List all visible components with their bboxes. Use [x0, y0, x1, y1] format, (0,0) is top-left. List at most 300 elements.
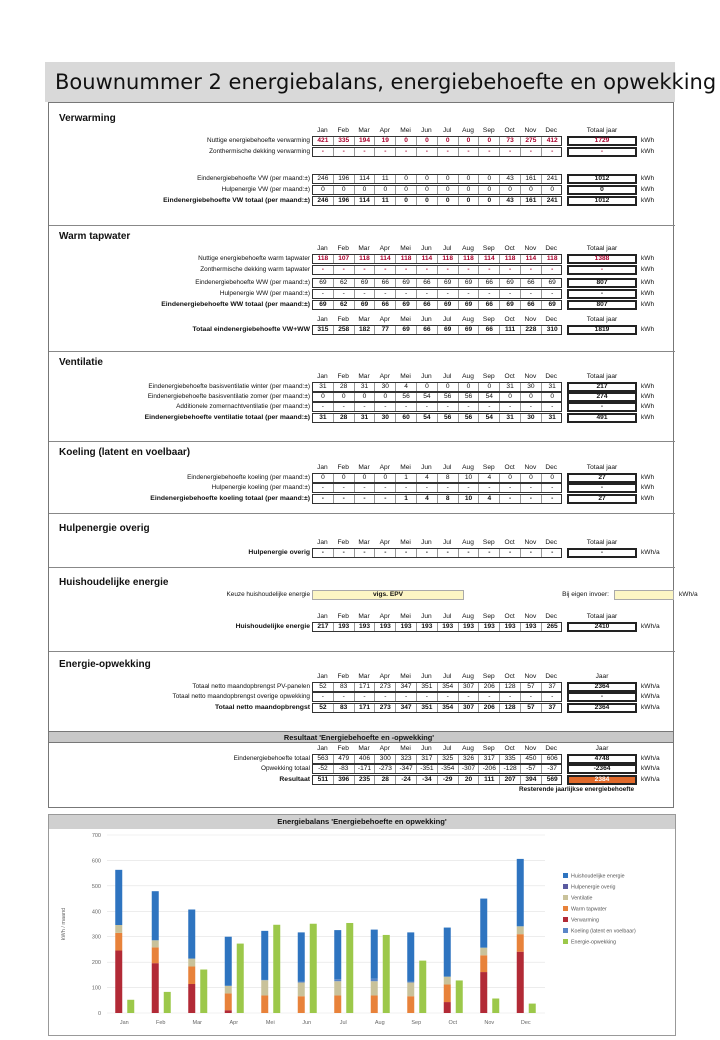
month-label: Sep: [482, 373, 495, 380]
row-unit: kWh: [641, 137, 655, 144]
month-value: 335: [334, 137, 355, 145]
legend-swatch: [563, 928, 568, 933]
month-value: 335: [500, 755, 521, 763]
row-label: Eindenergiebehoefte WW (per maand:±): [195, 279, 310, 286]
month-value: -: [355, 403, 376, 411]
section-divider: [49, 567, 675, 568]
row-label: Zonthermische dekking verwarming: [209, 148, 310, 155]
month-value: 111: [500, 326, 521, 334]
month-label: Sep: [482, 245, 495, 252]
month-value: 606: [546, 755, 558, 762]
section-hulpenergie: [59, 523, 669, 563]
month-label: Mei: [400, 613, 411, 620]
month-value: -57: [521, 765, 542, 773]
row-unit: kWh: [641, 326, 655, 333]
month-value: 0: [438, 383, 459, 391]
month-value: 326: [459, 755, 480, 763]
month-value: -: [459, 290, 480, 298]
bar-warm-tapwater: [517, 934, 524, 952]
month-label: Aug: [462, 745, 474, 752]
y-tick-label: 100: [91, 985, 101, 992]
month-value: 31: [548, 383, 556, 390]
month-label: Jun: [421, 127, 432, 134]
own-input-field[interactable]: [614, 590, 674, 600]
month-label: Mei: [400, 745, 411, 752]
month-value: 69: [396, 279, 417, 287]
month-label: Feb: [337, 464, 349, 471]
month-value: 10: [459, 474, 480, 482]
month-value: 0: [550, 393, 555, 400]
month-value: -: [396, 290, 417, 298]
month-label: Nov: [524, 316, 537, 323]
month-value: -: [521, 403, 542, 411]
month-value: 246: [313, 197, 334, 205]
y-axis-label: kWh / maand: [61, 907, 67, 941]
month-label: Aug: [462, 245, 474, 252]
month-cells: [312, 473, 562, 483]
month-value: -354: [438, 765, 459, 773]
bar-energie-opwekking: [419, 961, 426, 1013]
month-value: -: [375, 403, 396, 411]
row-total: 807: [567, 278, 637, 288]
bar-ventilatie: [188, 959, 195, 967]
month-value: 69: [313, 279, 334, 287]
month-value: 66: [521, 279, 542, 287]
month-value: 128: [500, 683, 521, 691]
month-value: 54: [417, 393, 438, 401]
month-value: 273: [375, 683, 396, 691]
month-label: Dec: [545, 373, 558, 380]
month-value: 0: [375, 393, 396, 401]
month-value: -347: [396, 765, 417, 773]
row-unit: kWh: [641, 383, 655, 390]
row-unit: kWh/a: [641, 755, 660, 762]
month-value: -: [355, 495, 376, 503]
month-value: -: [500, 484, 521, 492]
row-unit: kWh/a: [641, 776, 660, 783]
month-value: 118: [500, 255, 521, 263]
row-total: 4748: [567, 754, 637, 764]
row-unit: kWh: [641, 175, 655, 182]
month-label: Feb: [337, 613, 349, 620]
month-value: 118: [546, 255, 558, 262]
month-value: 0: [417, 197, 438, 205]
month-value: 193: [521, 623, 542, 631]
bar-warm-tapwater: [334, 995, 341, 1013]
month-value: 0: [313, 186, 334, 194]
legend-entry: Energie-opwekking: [571, 939, 617, 946]
month-value: 114: [375, 255, 396, 263]
month-value: 4: [479, 474, 500, 482]
month-value: -: [375, 495, 396, 503]
row-unit: kWh: [641, 403, 655, 410]
month-value: -: [438, 266, 459, 274]
month-label: Dec: [545, 673, 558, 680]
month-label: Jul: [442, 245, 452, 252]
month-value: -171: [355, 765, 376, 773]
month-label: Jan: [317, 373, 328, 380]
energy-balance-chart: [48, 814, 676, 1036]
month-value: -: [500, 403, 521, 411]
legend-swatch: [563, 873, 568, 878]
month-value: 206: [479, 704, 500, 712]
month-value: -: [313, 266, 334, 274]
row-label: Totaal eindenergiebehoefte VW+WW: [192, 326, 310, 333]
total-header: Totaal jaar: [586, 613, 618, 620]
bar-huishoudelijke-energie: [261, 931, 268, 980]
month-value: 31: [500, 383, 521, 391]
month-value: -: [417, 484, 438, 492]
row-unit: kWh: [641, 186, 655, 193]
month-value: -: [500, 148, 521, 156]
bar-ventilatie: [225, 986, 232, 994]
month-label: Dec: [545, 464, 558, 471]
x-tick-label: Jul: [339, 1020, 347, 1026]
row-total: -: [567, 692, 637, 702]
month-label: Nov: [524, 464, 537, 471]
month-value: -: [479, 290, 500, 298]
month-value: 0: [355, 474, 376, 482]
month-value: -: [417, 549, 438, 557]
month-header: [312, 463, 652, 473]
month-value: 31: [313, 414, 334, 422]
month-cells: [312, 174, 562, 184]
section-opwekking: [59, 659, 669, 721]
month-value: 114: [417, 255, 438, 263]
month-value: 66: [417, 279, 438, 287]
month-value: -307: [459, 765, 480, 773]
month-value: -: [551, 290, 554, 297]
month-value: 193: [355, 623, 376, 631]
month-value: -: [313, 549, 334, 557]
month-value: 310: [546, 326, 558, 333]
month-value: -: [396, 549, 417, 557]
month-label: Apr: [379, 673, 390, 680]
month-label: Jul: [442, 373, 452, 380]
month-value: -: [521, 495, 542, 503]
month-label: Oct: [504, 539, 515, 546]
month-value: 207: [500, 776, 521, 784]
month-value: 62: [334, 279, 355, 287]
month-value: 0: [438, 197, 459, 205]
row-zonthermisch-tapwater: [59, 265, 669, 275]
section-title: Verwarming: [59, 113, 116, 124]
bar-warm-tapwater: [298, 996, 305, 1013]
month-cells: [312, 483, 562, 493]
month-value: 354: [438, 683, 459, 691]
bar-huishoudelijke-energie: [334, 930, 341, 979]
month-label: Nov: [524, 745, 537, 752]
month-value: 31: [355, 383, 376, 391]
month-value: -: [521, 148, 542, 156]
row-label: Eindenergiebehoefte basisventilatie zomer (per maand:±): [147, 393, 310, 400]
row-pv-panelen: [59, 682, 669, 692]
month-label: Dec: [545, 316, 558, 323]
month-label: Dec: [545, 245, 558, 252]
month-value: -: [334, 693, 355, 701]
row-label: Totaal netto maandopbrengst: [214, 704, 310, 711]
month-value: -: [521, 693, 542, 701]
row-total: 491: [567, 413, 637, 423]
month-value: 118: [396, 255, 417, 263]
month-value: 77: [375, 326, 396, 334]
month-value: 69: [459, 301, 480, 309]
bar-koeling-latent-en-voelbaar-: [407, 981, 414, 982]
month-value: 0: [521, 393, 542, 401]
month-value: 0: [375, 186, 396, 194]
month-value: 4: [396, 383, 417, 391]
month-value: 563: [313, 755, 334, 763]
row-unit: kWh: [641, 255, 655, 262]
month-value: 54: [479, 393, 500, 401]
month-value: 421: [313, 137, 334, 145]
row-total: 1819: [567, 325, 637, 335]
month-value: -: [355, 266, 376, 274]
bar-warm-tapwater: [480, 955, 487, 972]
row-label: Resultaat: [279, 776, 310, 783]
remaining-label: Resterende jaarlijkse energiebehoefte: [519, 786, 635, 793]
x-tick-label: Apr: [229, 1020, 239, 1026]
month-value: -: [459, 693, 480, 701]
row-label: Eindenergiebehoefte totaal: [233, 755, 310, 762]
month-value: -: [521, 549, 542, 557]
month-value: 0: [417, 186, 438, 194]
month-label: Sep: [482, 464, 495, 471]
month-value: -: [375, 484, 396, 492]
month-label: Mar: [358, 745, 370, 752]
month-label: Jan: [317, 127, 328, 134]
month-value: 54: [417, 414, 438, 422]
row-total: 1012: [567, 196, 637, 206]
month-value: -206: [479, 765, 500, 773]
month-label: Nov: [524, 613, 537, 620]
month-value: 275: [521, 137, 542, 145]
month-value: -: [396, 484, 417, 492]
month-value: 8: [438, 474, 459, 482]
month-value: 69: [459, 279, 480, 287]
month-value: 66: [521, 301, 542, 309]
month-value: 0: [417, 137, 438, 145]
month-value: 317: [417, 755, 438, 763]
section-title: Energie-opwekking: [59, 659, 151, 670]
month-value: 161: [521, 197, 542, 205]
month-label: Feb: [337, 127, 349, 134]
month-value: -: [313, 290, 334, 298]
huishoudelijk-choice-select[interactable]: vigs. EPV: [312, 590, 464, 600]
month-cells: [312, 382, 562, 392]
month-value: 0: [438, 175, 459, 183]
bar-huishoudelijke-energie: [152, 891, 159, 940]
x-tick-label: Jan: [119, 1020, 129, 1026]
row-total: 0: [567, 185, 637, 195]
month-value: 196: [334, 175, 355, 183]
month-label: Jan: [317, 539, 328, 546]
bar-ventilatie: [480, 948, 487, 956]
month-label: Feb: [337, 745, 349, 752]
month-value: 0: [355, 186, 376, 194]
month-label: Mei: [400, 539, 411, 546]
month-value: -: [551, 484, 554, 491]
row-ventilatie-winter: [59, 382, 669, 392]
month-cells: [312, 392, 562, 402]
month-label: Aug: [462, 316, 474, 323]
month-value: 406: [355, 755, 376, 763]
month-value: 0: [459, 175, 480, 183]
month-value: 258: [334, 326, 355, 334]
month-value: -: [417, 290, 438, 298]
month-value: -: [396, 148, 417, 156]
month-label: Sep: [482, 539, 495, 546]
row-total: 1388: [567, 254, 637, 264]
month-value: -: [479, 266, 500, 274]
month-value: 30: [375, 414, 396, 422]
month-label: Oct: [504, 127, 515, 134]
month-value: 193: [396, 623, 417, 631]
month-value: 193: [479, 623, 500, 631]
month-value: 351: [417, 683, 438, 691]
month-label: Mar: [358, 464, 370, 471]
total-header: Totaal jaar: [586, 539, 618, 546]
row-resultaat: [59, 775, 669, 785]
row-unit: kWh: [641, 495, 655, 502]
row-label: Eindenergiebehoefte koeling totaal (per maand:±): [150, 495, 310, 502]
month-value: 0: [459, 186, 480, 194]
month-label: Dec: [545, 613, 558, 620]
own-input-label: Bij eigen invoer:: [562, 591, 609, 598]
row-total: 1729: [567, 136, 637, 146]
month-value: 11: [375, 197, 396, 205]
row-eindenergie-ww-totaal: [59, 300, 669, 310]
row-unit: kWh: [641, 279, 655, 286]
month-label: Nov: [524, 127, 537, 134]
month-value: 0: [479, 383, 500, 391]
month-value: -: [417, 266, 438, 274]
month-label: Jul: [442, 127, 452, 134]
x-tick-label: Feb: [156, 1020, 166, 1026]
x-tick-label: Oct: [448, 1020, 458, 1026]
x-tick-label: Jun: [302, 1020, 312, 1026]
y-tick-label: 0: [97, 1011, 101, 1017]
month-value: -: [500, 693, 521, 701]
section-title: Ventilatie: [59, 357, 103, 368]
month-label: Oct: [504, 613, 515, 620]
row-total: 27: [567, 473, 637, 483]
month-value: 511: [313, 776, 334, 784]
month-value: -: [521, 290, 542, 298]
month-value: -: [355, 693, 376, 701]
row-unit: kWh: [641, 148, 655, 155]
bar-ventilatie: [407, 982, 414, 996]
bar-huishoudelijke-energie: [407, 932, 414, 981]
month-value: -: [313, 693, 334, 701]
section-ventilatie: [59, 357, 669, 437]
month-value: 20: [459, 776, 480, 784]
section-koeling: [59, 447, 669, 511]
month-label: Aug: [462, 673, 474, 680]
month-value: -24: [396, 776, 417, 784]
bar-ventilatie: [261, 980, 268, 995]
month-label: Mar: [358, 245, 370, 252]
month-label: Apr: [379, 613, 390, 620]
month-value: -: [375, 290, 396, 298]
month-value: 193: [334, 623, 355, 631]
month-value: 69: [438, 326, 459, 334]
month-value: 351: [417, 704, 438, 712]
month-header: [312, 244, 652, 254]
chart-title: Energiebalans 'Energiebehoefte en opwekking': [49, 815, 675, 829]
row-ventilatie-totaal: [59, 413, 669, 423]
month-cells: [312, 494, 562, 504]
month-value: 31: [313, 383, 334, 391]
month-label: Nov: [524, 373, 537, 380]
row-hulpenergie-ww: [59, 289, 669, 299]
month-value: 52: [313, 683, 334, 691]
month-value: -: [500, 549, 521, 557]
month-value: 31: [355, 414, 376, 422]
month-value: 354: [438, 704, 459, 712]
month-label: Jan: [317, 316, 328, 323]
month-value: 56: [438, 414, 459, 422]
month-value: 83: [334, 704, 355, 712]
month-label: Feb: [337, 373, 349, 380]
month-value: -: [375, 549, 396, 557]
bar-ventilatie: [298, 982, 305, 996]
month-value: -: [438, 484, 459, 492]
month-value: 0: [375, 474, 396, 482]
row-label: Hulpenergie overig: [248, 549, 310, 556]
row-total: 2364: [567, 703, 637, 713]
bar-verwarming: [152, 963, 159, 1013]
row-unit: kWh/a: [641, 623, 660, 630]
month-value: 193: [375, 623, 396, 631]
bar-warm-tapwater: [188, 966, 195, 984]
month-label: Jan: [317, 613, 328, 620]
month-value: 4: [417, 474, 438, 482]
month-label: Oct: [504, 245, 515, 252]
month-value: -: [334, 148, 355, 156]
energy-balance-sheet: [48, 102, 698, 808]
month-label: Dec: [545, 127, 558, 134]
month-value: 235: [355, 776, 376, 784]
month-value: 83: [334, 683, 355, 691]
section-divider: [49, 351, 675, 352]
legend-entry: Huishoudelijke energie: [571, 873, 625, 880]
month-value: 323: [396, 755, 417, 763]
legend-swatch: [563, 895, 568, 900]
month-value: -351: [417, 765, 438, 773]
month-value: 57: [521, 683, 542, 691]
month-value: 69: [396, 301, 417, 309]
row-unit: kWh/a: [641, 765, 660, 772]
row-koeling: [59, 473, 669, 483]
month-value: 0: [396, 137, 417, 145]
month-value: 30: [375, 383, 396, 391]
row-total: -: [567, 289, 637, 299]
row-unit: kWh: [641, 301, 655, 308]
month-label: Jun: [421, 539, 432, 546]
month-label: Nov: [524, 673, 537, 680]
month-value: 30: [521, 414, 542, 422]
bar-energie-opwekking: [200, 970, 207, 1013]
row-total: -2364: [567, 764, 637, 774]
bar-huishoudelijke-energie: [444, 928, 451, 977]
month-value: -: [396, 693, 417, 701]
bar-ventilatie: [444, 977, 451, 985]
chart-svg: [49, 829, 675, 1035]
month-value: 300: [375, 755, 396, 763]
month-value: 347: [396, 704, 417, 712]
row-opwekking-totaal: [59, 764, 669, 774]
